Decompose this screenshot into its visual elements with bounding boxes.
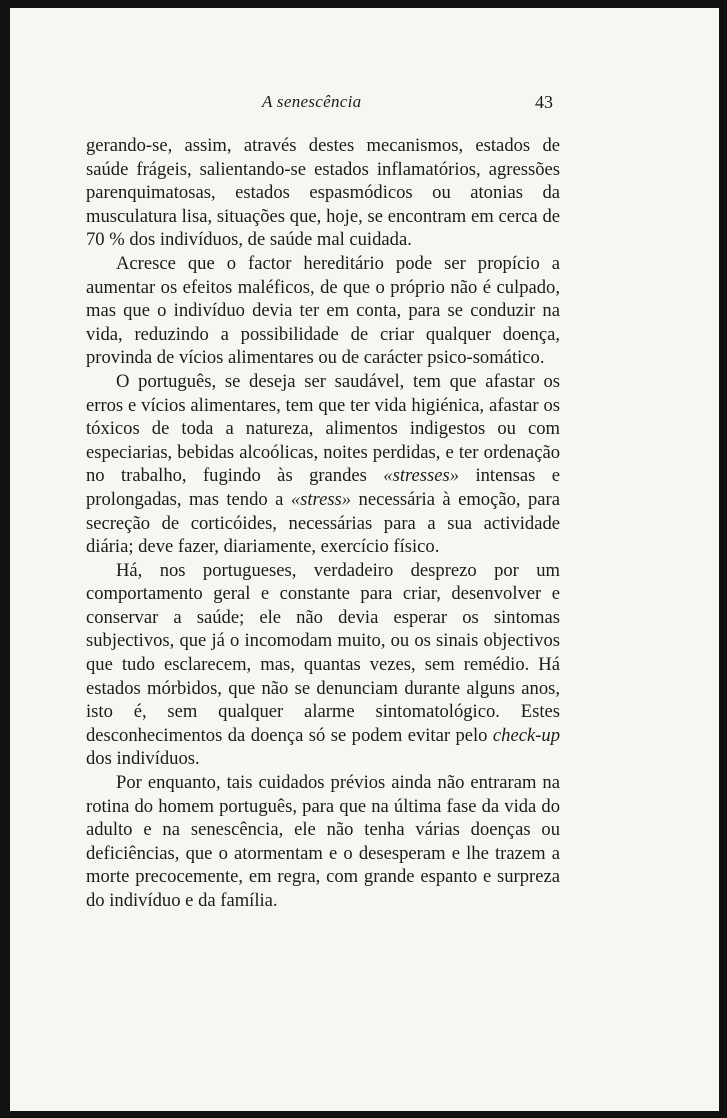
paragraph-2: Acresce que o factor hereditário pode ser propício a aumentar os efeitos maléficos, de que o próprio não é culpado, mas que o indivíduo devia ter em conta, para se conduzir na vida, reduzindo a possibilidade de criar qualquer doença, provinda de vícios alimentares ou de carácter psico-somático. bbox=[86, 252, 560, 369]
paragraph-4 bbox=[86, 559, 560, 771]
term-stresses: «stresses» bbox=[383, 465, 460, 487]
term-stress: «stress» bbox=[290, 488, 352, 510]
paragraph-1: gerando-se, assim, através destes mecanismos, estados de saúde frágeis, salientando-se estados inflamatórios, agressões parenquimatosas, estados espasmódicos ou atonias da musculatura lisa, situações que, hoje, se encontram em cerca de 70 % dos indivíduos, de saúde mal cuidada. bbox=[86, 135, 560, 251]
paragraph-4-part-1: Há, nos portugueses, verdadeiro desprezo por um comportamento geral e constante para criar, desenvolver e conservar a saúde; ele não devia esperar os sintomas subjectivos, que já o incomodam muito, ou os sinais objectivos que tudo esclarecem, mas, quantas vezes, sem remédio. Há estados mórbidos, que não se denunciam durante alguns anos, isto é, sem qualquer alarme sintomatológico. Estes desconhecimentos da doença só se podem evitar pelo bbox=[86, 559, 560, 746]
paragraph-4-part-2: dos indivíduos. bbox=[86, 748, 200, 770]
term-check-up: check-up bbox=[492, 724, 560, 746]
page-number: 43 bbox=[535, 92, 553, 112]
book-page bbox=[10, 8, 719, 1111]
paragraph-3 bbox=[86, 370, 560, 559]
paragraph-3-part-1: O português, se deseja ser saudável, tem que afastar os erros e vícios alimentares, tem que ter vida higiénica, afastar os tóxicos de toda a natureza, alimentos indigestos ou com especiarias, bebidas alcoólicas, noites perdidas, e ter ordenação no trabalho, fugindo às grandes bbox=[86, 370, 560, 487]
page-header bbox=[10, 92, 719, 118]
paragraph-5: Por enquanto, tais cuidados prévios ainda não entraram na rotina do homem português, para que na última fase da vida do adulto e na senescência, ele não tenha várias doenças ou deficiências, que o atormentam e o desesperam e lhe trazem a morte precocemente, em regra, com grande espanto e surpreza do indivíduo e da família. bbox=[86, 772, 560, 911]
body-text bbox=[86, 134, 560, 913]
paragraph-3-part-2: intensas e prolongadas, mas tendo a bbox=[86, 465, 561, 510]
running-title: A senescência bbox=[262, 92, 362, 111]
paragraph-3-part-3: necessária à emoção, para secreção de corticóides, necessárias para a sua actividade diária; deve fazer, diariamente, exercício físico. bbox=[86, 488, 560, 558]
